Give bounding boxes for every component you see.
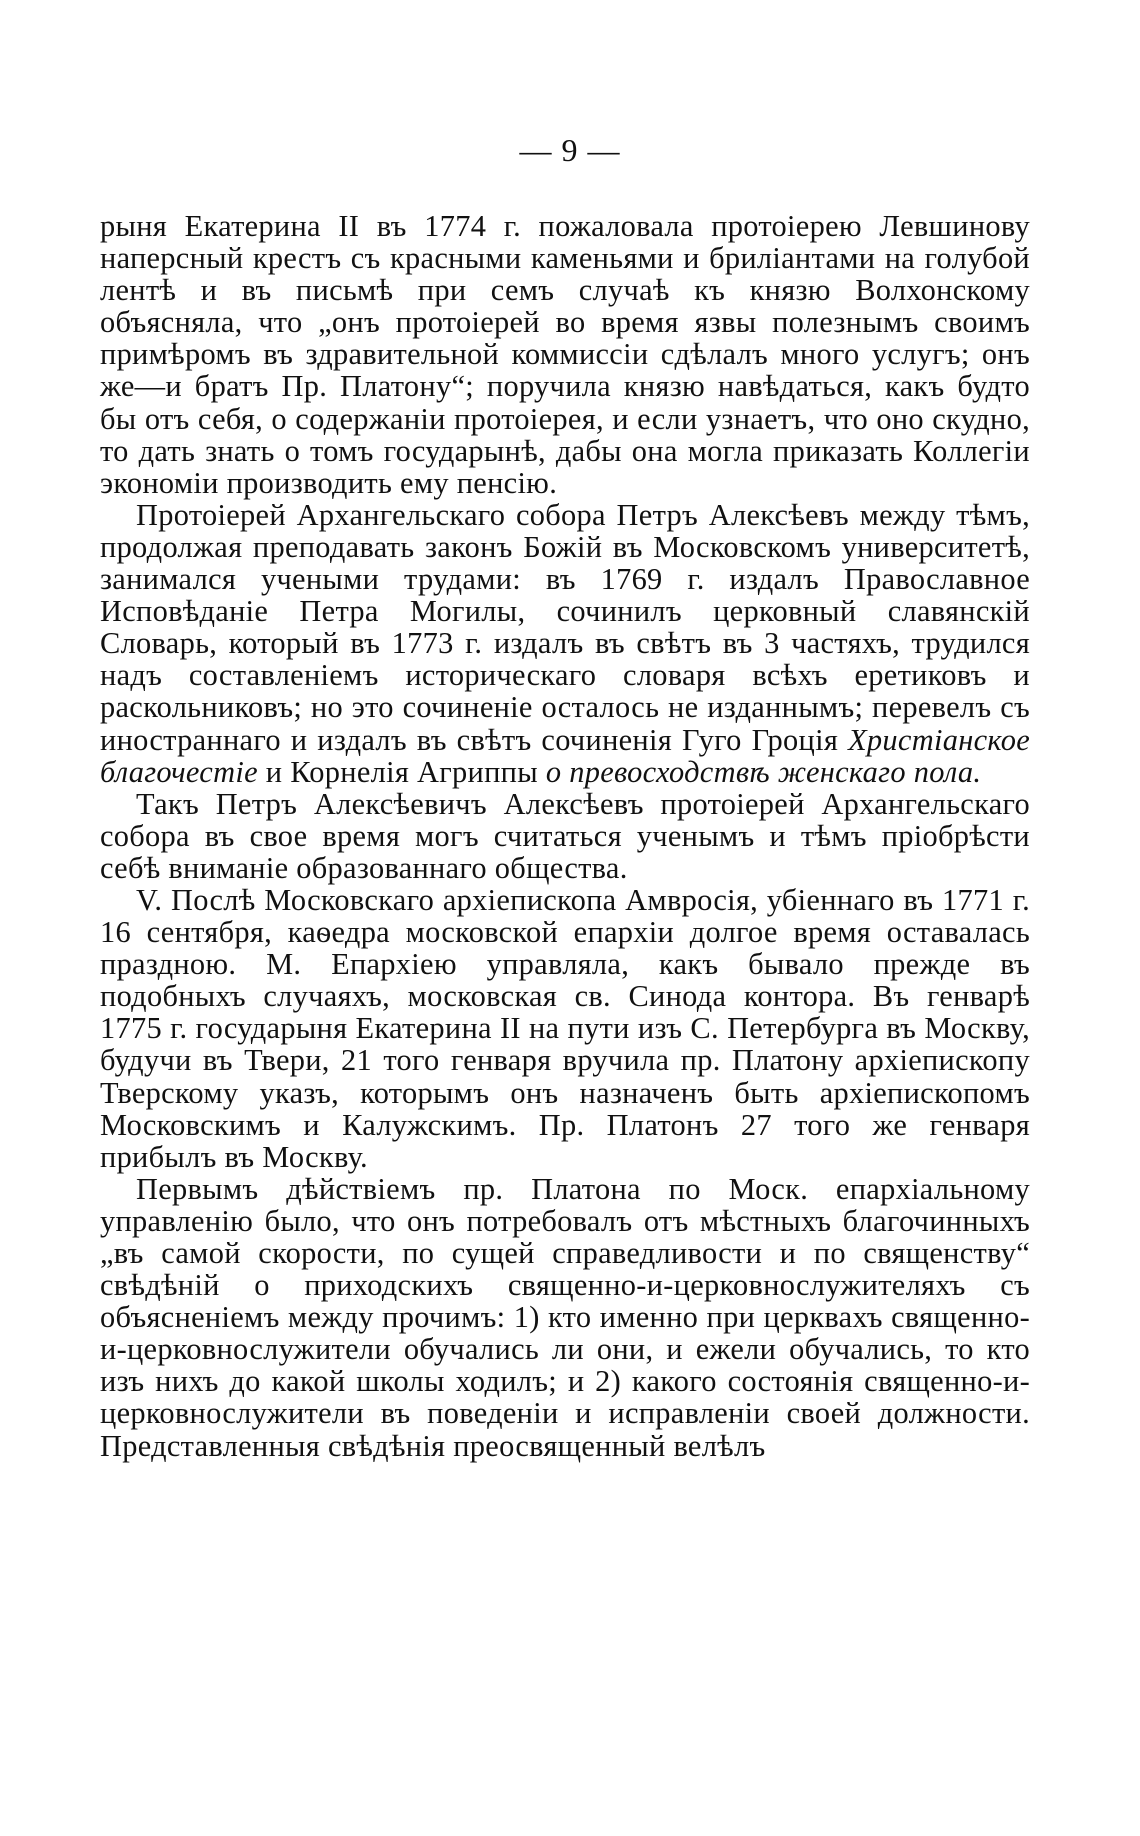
paragraph: рыня Екатерина II въ 1774 г. пожаловала протоіерею Левшинову наперсный крестъ съ красными каменьями и бриліантами на голубой лентѣ и въ письмѣ при семъ случаѣ къ князю Волхонскому объясняла, что „онъ протоіерей во время язвы полезнымъ своимъ примѣромъ въ здравительной коммиссіи сдѣлалъ много услугъ; онъ же—и братъ Пр. Платону“; поручила князю навѣдаться, какъ будто бы отъ себя, о содержаніи протоіерея, и если узнаетъ, что оно скудно, то дать знать о томъ государынѣ, дабы она могла приказать Коллегіи экономіи производить ему пенсію. (100, 209, 1030, 500)
paragraph-text: Протоіерей Архангельскаго собора Петръ Алексѣевъ между тѣмъ, продолжая преподавать законъ Божій въ Московскомъ университетѣ, занимался учеными трудами: въ 1769 г. издалъ Православное Исповѣданіе Петра Могилы, сочинилъ церковный славянскій Словарь, который въ 1773 г. издалъ въ свѣтъ въ 3 частяхъ, трудился надъ составленіемъ историческаго словаря всѣхъ еретиковъ и раскольниковъ; но это сочиненіе осталось не изданнымъ; перевелъ съ иностраннаго и издалъ въ свѣтъ сочиненія Гуго Гроція (100, 497, 1030, 757)
page-number: — 9 — (519, 132, 621, 168)
text-column (100, 210, 1030, 1462)
paragraph: Первымъ дѣйствіемъ пр. Платона по Моск. епархіальному управленію было, что онъ потребовалъ отъ мѣстныхъ благочинныхъ „въ самой скорости, по сущей справедливости и по священству“ свѣдѣній о приходскихъ священно-и-церковнослужителяхъ съ объясненіемъ между прочимъ: 1) кто именно при церквахъ священно-и-церковнослужители обучались ли они, и ежели обучались, то кто изъ нихъ до какой школы ходилъ; и 2) какого состоянія священно-и-церковнослужители въ поведеніи и исправленіи своей должности. Представленныя свѣдѣнія преосвященный велѣлъ (100, 1171, 1030, 1463)
paragraph-text: и Корнелія Агриппы (257, 754, 546, 789)
paragraph: V. Послѣ Московскаго архіепископа Амвросія, убіеннаго въ 1771 г. 16 сентября, каѳедра московской епархіи долгое время оставалась праздною. М. Епархіею управляла, какъ бывало прежде въ подобныхъ случаяхъ, московская св. Синода контора. Въ генварѣ 1775 г. государыня Екатерина II на пути изъ С. Петербурга въ Москву, будучи въ Твери, 21 того генваря вручила пр. Платону архіепископу Тверскому указъ, которымъ онъ назначенъ быть архіепископомъ Московскимъ и Калужскимъ. Пр. Платонъ 27 того же генваря прибылъ въ Москву. (100, 882, 1030, 1174)
italic-title: о превосходствѣ женскаго пола. (545, 754, 982, 789)
italic-title: Христіанское благочестіе (100, 722, 1030, 789)
paragraph (100, 499, 1030, 788)
paragraph: Такъ Петръ Алексѣевичъ Алексѣевъ протоіерей Архангельскаго собора въ свое время могъ считаться ученымъ и тѣмъ пріобрѣсти себѣ вниманіе образованнаго общества. (100, 786, 1030, 885)
